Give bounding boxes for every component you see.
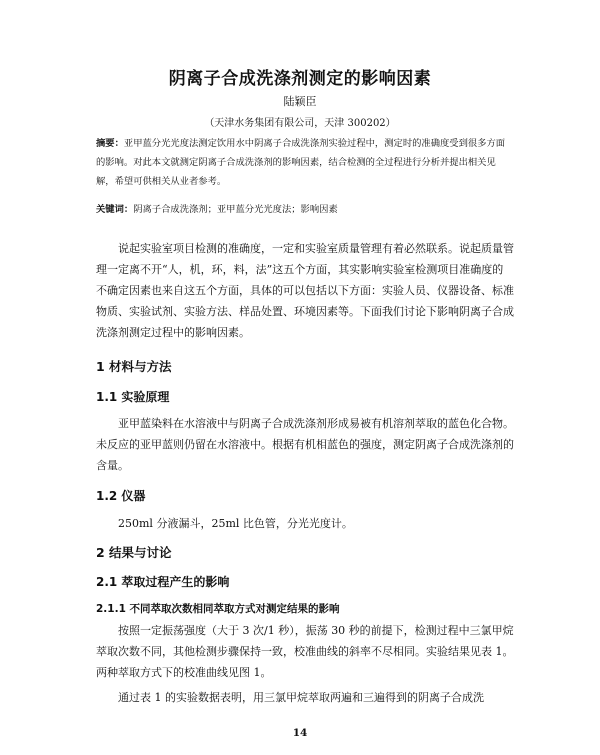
author: 陆颖臣 [283,95,317,108]
section-heading-2-1: 2.1 萃取过程产生的影响 [96,575,230,589]
section-heading-1-2: 1.2 仪器 [96,489,146,503]
abstract-text: 亚甲蓝分光光度法测定饮用水中阴离子合成洗涤剂实验过程中，测定时的准确度受到很多方面的影响。对此本文就测定阴离子合成洗涤剂的影响因素，结合检测的全过程进行分析并提出相关见解，希望可供相关从业者参考。 [96,138,506,187]
section-heading-2-1-1: 2.1.1 不同萃取次数相同萃取方式对测定结果的影响 [96,603,340,615]
page-number: 14 [292,727,308,739]
results-paragraph: 通过表 1 的实验数据表明，用三氯甲烷萃取两遍和三遍得到的阴离子合成洗 [118,691,484,704]
extraction-paragraph: 按照一定振荡强度（大于 3 次/1 秒），振荡 30 秒的前提下，检测过程中三氯甲烷萃取次数不同，其他检测步骤保持一致，校准曲线的斜率不尽相同。实验结果见表 1。两种萃取方式下的校准曲线见图 1。 [96,624,514,679]
paper-title: 阴离子合成洗涤剂测定的影响因素 [168,69,432,89]
principle-paragraph: 亚甲蓝染料在水溶液中与阴离子合成洗涤剂形成易被有机溶剂萃取的蓝色化合物。未反应的亚甲蓝则仍留在水溶液中。根据有机相蓝色的强度，测定阴离子合成洗涤剂的含量。 [96,417,514,472]
keywords [96,201,514,215]
section-heading-1-1: 1.1 实验原理 [96,390,170,404]
intro-paragraph: 说起实验室项目检测的准确度，一定和实验室质量管理有着必然联系。说起质量管理一定离不开“人，机，环，料，法”这五个方面，其实影响实验室检测项目准确度的不确定因素也来自这五个方面，具体的可以包括以下方面：实验人员、仪器设备、标准物质、实验试剂、实验方法、样品处置、环境因素等。下面我们讨论下影响阴离子合成洗涤剂测定过程中的影响因素。 [96,242,514,339]
section-heading-2: 2 结果与讨论 [96,545,172,560]
keywords-text: 阴离子合成洗涤剂；亚甲蓝分光光度法；影响因素 [133,204,338,215]
section-heading-1: 1 材料与方法 [96,359,172,374]
keywords-label: 关键词： [96,204,134,215]
abstract-label: 摘要： [96,138,124,149]
instruments-paragraph: 250ml 分液漏斗，25ml 比色管，分光光度计。 [118,517,353,530]
abstract [96,134,514,191]
affiliation: （天津水务集团有限公司，天津 300202） [204,118,396,129]
